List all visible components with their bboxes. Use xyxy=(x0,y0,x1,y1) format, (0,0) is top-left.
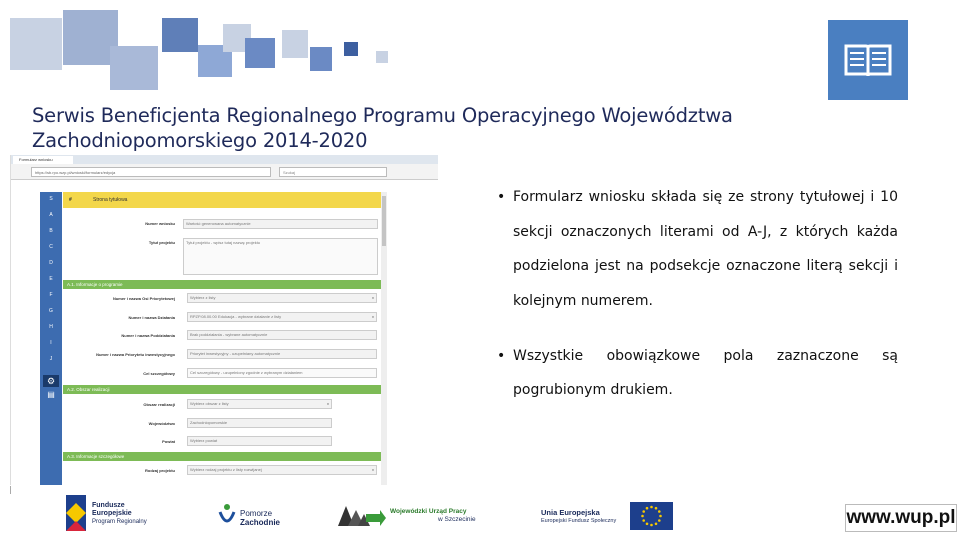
deco-square xyxy=(162,18,198,52)
specific-objective-field: Cel szczegółowy - uzupełniony zgodnie z wybranym działaniem xyxy=(187,368,377,378)
sidebar-item-b[interactable]: B xyxy=(49,228,53,234)
bullet-icon: • xyxy=(497,189,506,205)
priority-axis-select[interactable]: Wybierz z listy v xyxy=(187,293,377,303)
scrollbar-thumb[interactable] xyxy=(382,196,386,246)
field-label: Rodzaj projektu xyxy=(144,468,175,473)
section-header-a1: A.1. Informacje o programie xyxy=(63,280,381,289)
section-mark: # xyxy=(69,197,72,203)
book-icon xyxy=(828,20,908,100)
form-section-sidebar xyxy=(40,192,62,485)
browser-search-input[interactable]: Szukaj xyxy=(279,167,387,177)
project-type-select[interactable]: Wybierz rodzaj projektu z listy rozwijanej v xyxy=(187,465,377,475)
investment-priority-field: Priorytet inwestycyjny - uzupełniany automatycznie xyxy=(187,349,377,359)
deco-square xyxy=(245,38,275,68)
sidebar-item-f[interactable]: F xyxy=(49,292,53,298)
sidebar-item-j[interactable]: J xyxy=(49,356,53,362)
submeasure-field: Brak poddziałania - wybrane automatycznie xyxy=(187,330,377,340)
application-number-field: Wartość generowana automatycznie xyxy=(183,219,378,229)
sidebar-item-a[interactable]: A xyxy=(49,212,53,218)
sidebar-item-d[interactable]: D xyxy=(49,260,53,266)
section-title: Strona tytułowa xyxy=(93,197,128,203)
logo-text: Fundusze Europejskie Program Regionalny xyxy=(92,502,147,525)
deco-square xyxy=(376,51,388,63)
title-line: Serwis Beneficjenta Regionalnego Programu Operacyjnego Województwa xyxy=(32,104,733,127)
browser-tab[interactable]: Formularz wniosku xyxy=(13,156,73,164)
bullet-text: Wszystkie obowiązkowe pola zaznaczone są pogrubionym drukiem. xyxy=(513,348,898,398)
area-select[interactable]: Wybierz obszar z listy v xyxy=(187,399,332,409)
logo-text: Unia Europejska Europejski Fundusz Społeczny xyxy=(541,508,617,524)
save-icon[interactable]: ▤ xyxy=(47,390,55,399)
field-label: Numer i nazwa Priorytetu inwestycyjnego xyxy=(96,352,175,357)
divider xyxy=(10,486,11,494)
logo-text: Pomorze Zachodnie xyxy=(240,509,281,527)
sidebar-item-g[interactable]: G xyxy=(49,308,53,314)
field-label: Województwo xyxy=(148,421,175,426)
website-url[interactable]: www.wup.pl xyxy=(845,504,957,532)
deco-square xyxy=(110,46,158,90)
district-field: Wybierz powiat xyxy=(187,436,332,446)
bullet-text: Formularz wniosku składa się ze strony tytułowej i 10 sekcji oznaczonych literami od A-J, z których każda podzielona jest na podsekcje oznaczone literą sekcji i kolejnym numerem. xyxy=(513,189,898,309)
field-label: Obszar realizacji xyxy=(143,402,175,407)
page-title xyxy=(32,103,792,153)
eu-flag-icon xyxy=(630,502,673,530)
deco-square xyxy=(10,18,62,70)
sidebar-item-i[interactable]: I xyxy=(50,340,52,346)
section-header-a2: A.2. Obszar realizacji xyxy=(63,385,381,394)
voivodeship-field: Zachodniopomorskie xyxy=(187,418,332,428)
bullet-item xyxy=(494,180,898,318)
field-label: Numer i nazwa Osi Priorytetowej xyxy=(112,296,175,301)
title-line: Zachodniopomorskiego 2014-2020 xyxy=(32,129,368,152)
sidebar-item-s[interactable]: S xyxy=(49,196,53,202)
sidebar-item-e[interactable]: E xyxy=(49,276,53,282)
measure-select[interactable]: RPZP.08.00.00 Edukacja - wybrane działanie z listy v xyxy=(187,312,377,322)
deco-square xyxy=(344,42,358,56)
scrollbar[interactable] xyxy=(381,192,387,485)
field-label: Numer i nazwa Działania xyxy=(128,315,175,320)
field-label: Tytuł projektu xyxy=(148,240,175,245)
browser-tab-bar xyxy=(11,155,438,164)
application-form-screenshot xyxy=(10,155,438,485)
bullet-icon: • xyxy=(497,348,506,364)
fundusze-europejskie-logo xyxy=(66,495,86,531)
field-label: Powiat xyxy=(162,439,175,444)
field-label: Numer i nazwa Poddziałania xyxy=(121,333,175,338)
sidebar-item-h[interactable]: H xyxy=(49,324,53,330)
address-input[interactable]: https://sb.rpo.wzp.pl/wnioski/formularz/edycja xyxy=(31,167,271,177)
sidebar-item-c[interactable]: C xyxy=(49,244,53,250)
field-label: Numer wniosku xyxy=(145,221,175,226)
gear-icon[interactable]: ⚙ xyxy=(43,375,59,387)
deco-square xyxy=(310,47,332,71)
section-header-a3: A.3. Informacje szczegółowe xyxy=(63,452,381,461)
project-title-field[interactable]: Tytuł projektu - wpisz tutaj nazwę projektu xyxy=(183,238,378,275)
form-content xyxy=(63,192,381,485)
logo-text: Wojewódzki Urząd Pracy w Szczecinie xyxy=(390,508,476,523)
deco-square xyxy=(282,30,308,58)
pomorze-zachodnie-logo xyxy=(216,500,238,528)
wup-logo xyxy=(336,500,386,528)
field-label: Cel szczegółowy xyxy=(143,371,175,376)
title-page-section-header xyxy=(63,192,381,208)
browser-url-bar xyxy=(11,164,438,180)
bullet-item xyxy=(494,339,898,407)
